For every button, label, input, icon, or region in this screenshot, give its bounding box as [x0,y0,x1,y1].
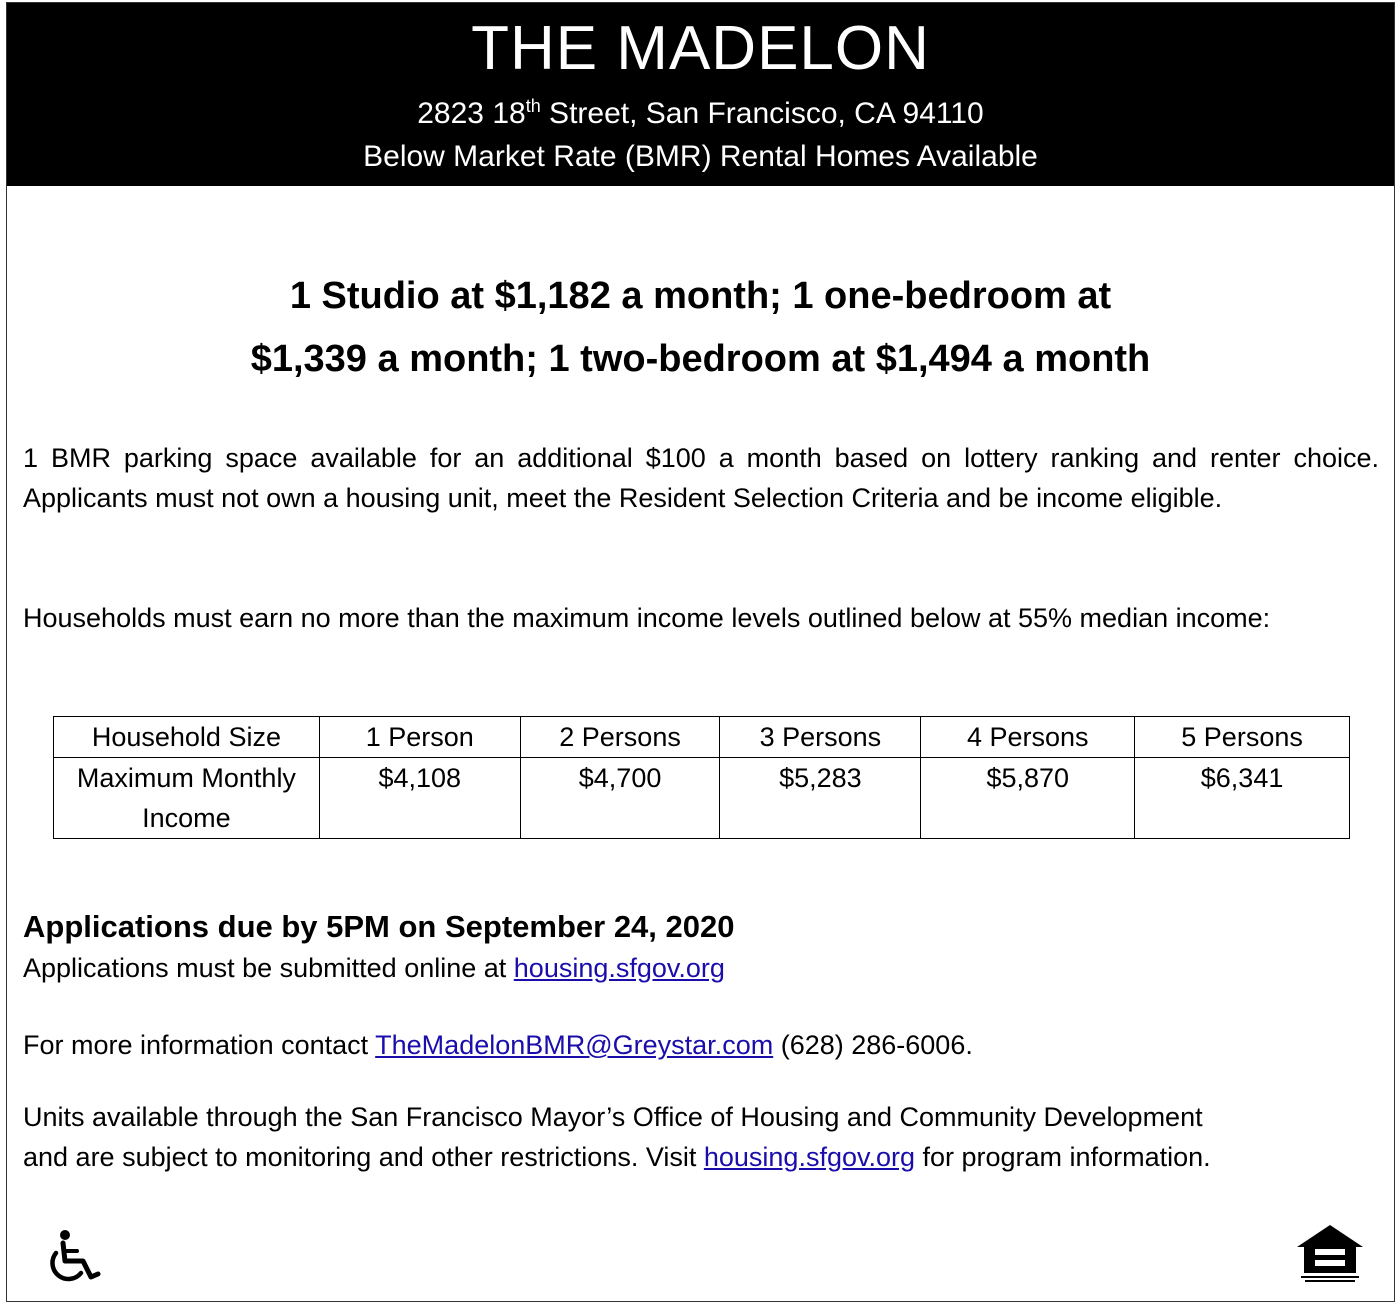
program-suffix: for program information. [915,1142,1211,1172]
address-number: 2823 18 [417,97,526,130]
address-ordinal: th [525,96,541,116]
income-cell: $5,870 [921,758,1135,839]
housing-link[interactable]: housing.sfgov.org [513,953,725,983]
wheelchair-icon [43,1229,103,1285]
income-intro-paragraph: Households must earn no more than the maximum income levels outlined below at 55% median income: [23,603,1271,633]
header-banner [7,3,1394,186]
headline-line-1: 1 Studio at $1,182 a month; 1 one-bedroom at [289,275,1112,317]
income-table [53,716,1350,839]
program-prefix: and are subject to monitoring and other restrictions. Visit [23,1142,704,1172]
housing-link-footer[interactable]: housing.sfgov.org [703,1142,915,1172]
table-row [54,758,1350,839]
table-row-label: Maximum Monthly Income [54,758,320,839]
household-size-cell: 4 Persons [921,717,1135,758]
income-cell: $6,341 [1135,758,1350,839]
household-size-cell: 2 Persons [520,717,720,758]
email-link[interactable]: TheMadelonBMR@Greystar.com [375,1030,774,1060]
online-application-line [23,948,725,988]
page-title: THE MADELON [471,14,930,83]
unit-pricing-headline [7,265,1394,391]
parking-paragraph: 1 BMR parking space available for an additional $100 a month based on lottery ranking and renter choice. Applicants must not own a housing unit, meet the Resident Selection Criteria and be income eligible. [23,443,1379,513]
program-info-line-1: Units available through the San Francisco Mayor’s Office of Housing and Community Development [23,1102,1203,1132]
household-size-cell: 1 Person [319,717,520,758]
income-cell: $4,700 [520,758,720,839]
table-row-label: Household Size [54,717,320,758]
household-size-cell: 3 Persons [720,717,921,758]
property-address [7,95,1394,133]
headline-line-2: $1,339 a month; 1 two-bedroom at $1,494 a month [250,338,1151,380]
equal-housing-icon [1295,1223,1365,1285]
header-subtitle: Below Market Rate (BMR) Rental Homes Available [363,140,1038,173]
contact-line [23,1025,973,1065]
household-size-cell: 5 Persons [1135,717,1350,758]
table-row [54,717,1350,758]
flyer [6,2,1395,1302]
application-deadline: Applications due by 5PM on September 24, 2020 [23,909,735,944]
program-info-line-2 [23,1137,1211,1177]
income-cell: $4,108 [319,758,520,839]
address-street: Street, San Francisco, CA 94110 [540,97,984,130]
online-prefix: Applications must be submitted online at [23,953,514,983]
contact-prefix: For more information contact [23,1030,376,1060]
contact-phone: (628) 286-6006. [773,1030,973,1060]
income-cell: $5,283 [720,758,921,839]
